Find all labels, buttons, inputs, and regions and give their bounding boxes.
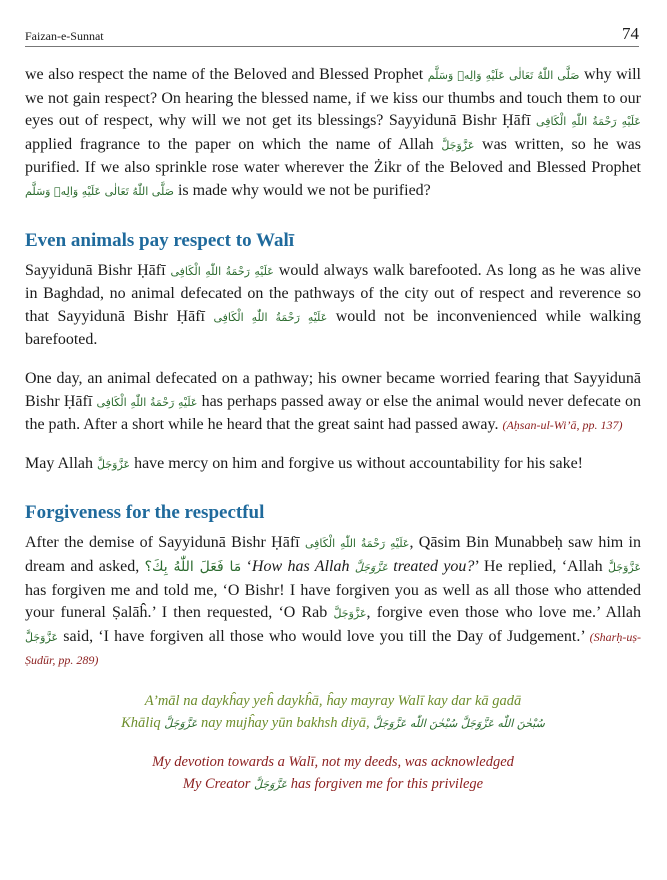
- verse-line-2: [25, 712, 641, 735]
- paragraph-2: [25, 260, 641, 352]
- text: treated you?: [387, 557, 475, 575]
- text: have mercy on him and forgive us without accountability for his sake!: [130, 454, 583, 472]
- subhanallah-calligraphy: سُبْحٰنَ اللّٰه عَزَّوَجَلَّ سُبْحٰنَ اللّٰه عَزَّوَجَلَّ: [373, 716, 545, 730]
- azza-calligraphy: عَزَّوَجَلَّ: [97, 457, 131, 471]
- text: is made why would we not be purified?: [173, 181, 431, 199]
- text: Khāliq: [121, 714, 165, 731]
- text: we also respect the name of the Beloved and Blessed Prophet: [25, 66, 428, 83]
- text: would always walk barefooted. As long as he was alive in Baghdad, no animal defecated on the pathways of the city out of respect and reverence so that Sayyidunā Bishr Ḥāfī: [25, 261, 642, 325]
- text: nay mujĥay yūn bakhsh diyā,: [197, 714, 374, 731]
- rahmah-calligraphy: عَلَيْهِ رَحْمَةُ اللّٰهِ الْكَافِى: [304, 537, 410, 551]
- italic-question: [252, 558, 475, 575]
- text: After the demise of Sayyidunā Bishr Ḥāfī: [25, 534, 305, 552]
- text: ‘: [241, 557, 252, 575]
- azza-calligraphy: عَزَّوَجَلَّ: [354, 560, 388, 574]
- reference-citation: (Sharḥ-uṣ-Ṣudūr, pp. 289): [25, 629, 641, 668]
- book-title: Faizan-e-Sunnat: [25, 29, 104, 43]
- salawat-calligraphy: صَلَّى اللّٰهُ تَعَالٰى عَلَيْهِ وَالِهٖ وَسَلَّم: [427, 69, 580, 82]
- verse-line-2: [25, 773, 641, 796]
- text: applied fragrance to the paper on which the name of Allah: [25, 135, 442, 153]
- text: , Qāsim Bin Munabbeḥ saw him in dream and asked,: [25, 534, 641, 575]
- text: would not be inconvenienced while walking barefooted.: [25, 307, 642, 349]
- text: has perhaps passed away or else the animal would never defecate on the path. After a short while he heard that the great saint had passed away.: [25, 392, 641, 434]
- arabic-question: مَا فَعَلَ اللّٰهُ بِكَ؟: [144, 558, 242, 575]
- paragraph-1: [25, 64, 641, 204]
- page-content: [25, 64, 641, 796]
- text: why will we not gain respect? On hearing the blessed name, if we kiss our thumbs and touch them to our eyes out of respect, why will we not get its blessings? Sayyidunā Bishr Ḥāfī: [25, 66, 642, 130]
- text: said, ‘I have forgiven all those who would love you till the Day of Judgement.’: [58, 627, 590, 645]
- reference-citation: (Aḥsan-ul-Wi’ā, pp. 137): [502, 418, 623, 433]
- section-heading-forgiveness: Forgiveness for the respectful: [25, 502, 265, 524]
- azza-calligraphy: عَزَّوَجَلَّ: [441, 138, 475, 152]
- azza-calligraphy: عَزَّوَجَلَّ: [333, 607, 367, 621]
- text: ’ He replied, ‘Allah: [474, 557, 608, 575]
- rahmah-calligraphy: عَلَيْهِ رَحْمَةُ اللّٰهِ الْكَافِى: [536, 115, 641, 129]
- text: How has Allah: [251, 557, 355, 575]
- rahmah-calligraphy: عَلَيْهِ رَحْمَةُ اللّٰهِ الْكَافِى: [213, 310, 328, 324]
- text: One day, an animal defecated on a pathway; his owner became worried fearing that Sayyidunā Bishr Ḥāfī: [25, 369, 641, 410]
- text: My Creator: [182, 775, 255, 792]
- verse-translation: [25, 751, 641, 796]
- paragraph-5: [25, 532, 641, 672]
- rahmah-calligraphy: عَلَيْهِ رَحْمَةُ اللّٰهِ الْكَافِى: [96, 395, 198, 409]
- rahmah-calligraphy: عَلَيْهِ رَحْمَةُ اللّٰهِ الْكَافِى: [170, 264, 274, 278]
- paragraph-3: [25, 368, 641, 437]
- section-heading-animals: Even animals pay respect to Walī: [25, 229, 295, 251]
- text: Sayyidunā Bishr Ḥāfī: [25, 261, 171, 279]
- text: May Allah: [25, 454, 97, 472]
- text: , forgive even those who love me.’ Allah: [366, 604, 642, 622]
- page-header: [25, 24, 639, 47]
- verse-urdu: [25, 690, 641, 735]
- text: has forgiven me for this privilege: [287, 775, 484, 792]
- azza-calligraphy: عَزَّوَجَلَّ: [25, 630, 59, 644]
- text: has forgiven me and told me, ‘O Bishr! I have forgiven you as well as all those who attended your funeral Ṣalāĥ.’ I then requested, ‘O Rab: [25, 581, 641, 622]
- azza-calligraphy: عَزَّوَجَلَّ: [164, 716, 198, 730]
- paragraph-4: [25, 453, 641, 477]
- azza-calligraphy: عَزَّوَجَلَّ: [607, 560, 642, 574]
- page-number: 74: [622, 24, 639, 43]
- text: was written, so he was purified. If we also sprinkle rose water wherever the Żikr of the Beloved and Blessed Prophet: [25, 135, 641, 177]
- verse-line-1: A’māl na daykĥay yeĥ daykĥā, ĥay mayray Walī kay dar kā gadā: [144, 692, 522, 709]
- salawat-calligraphy: صَلَّى اللّٰهُ تَعَالٰى عَلَيْهِ وَالِهٖ وَسَلَّم: [25, 184, 174, 198]
- azza-calligraphy: عَزَّوَجَلَّ: [254, 777, 288, 791]
- verse-line-1: My devotion towards a Walī, not my deeds, was acknowledged: [152, 753, 514, 770]
